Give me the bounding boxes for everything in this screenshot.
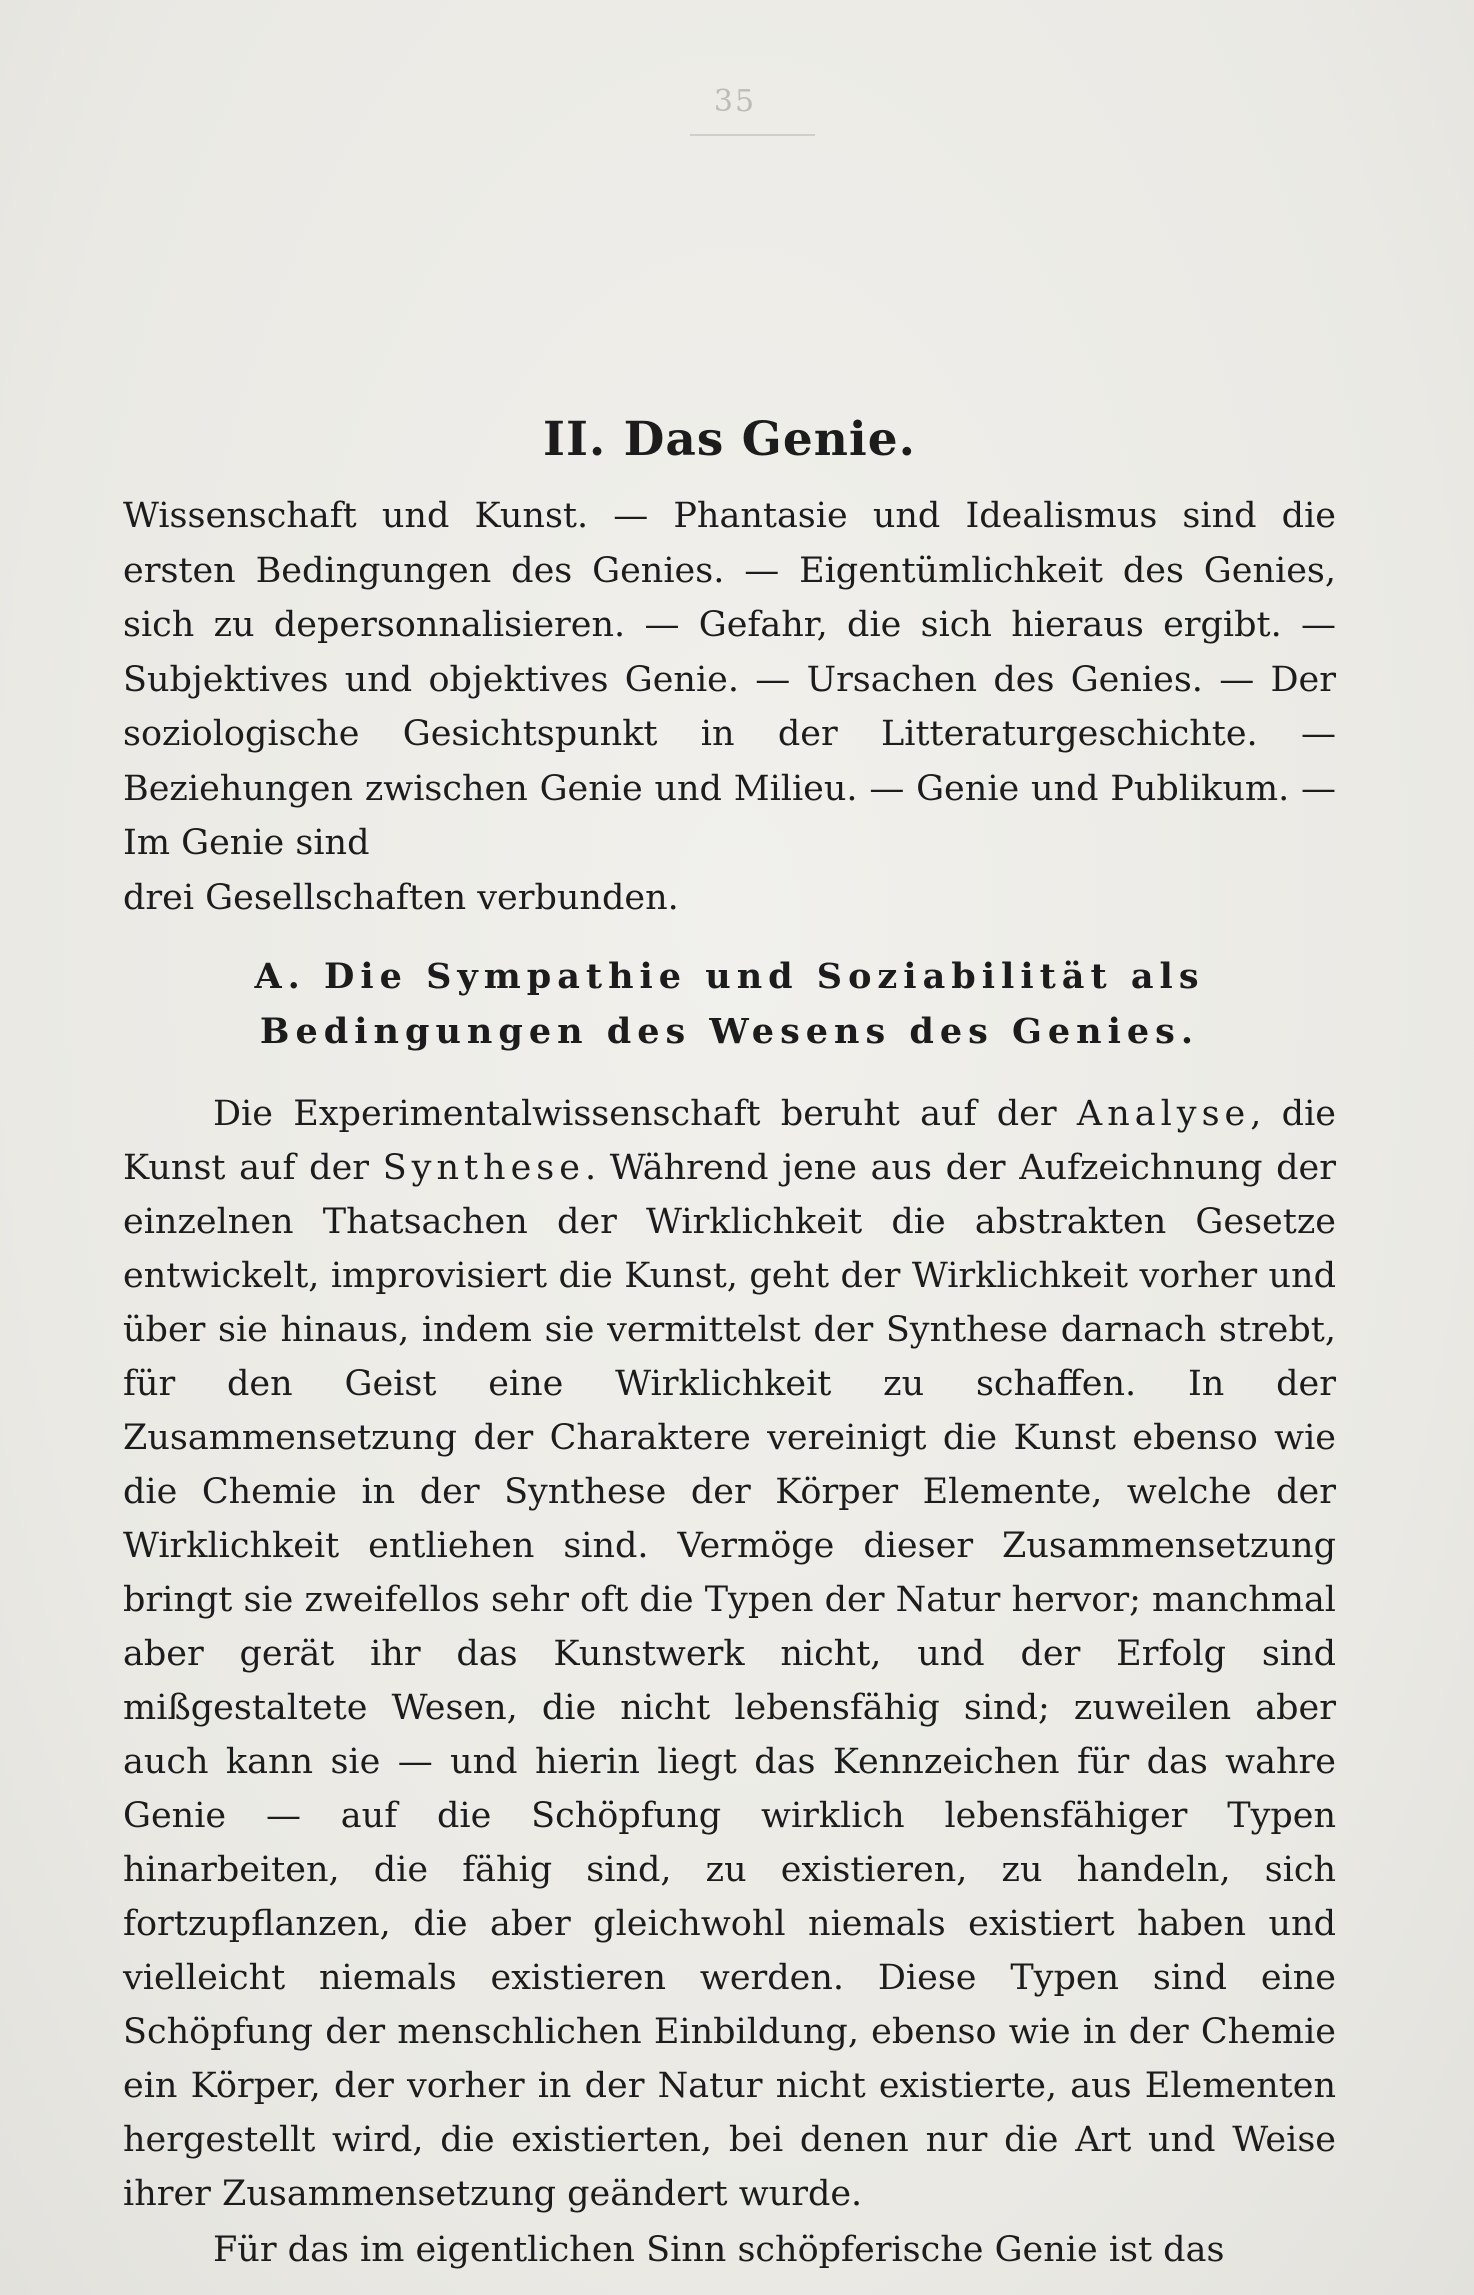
paragraph-2: Für das im eigentlichen Sinn schöpferische Genie ist das <box>213 2230 1225 2270</box>
synthese-emphasis: Synthese <box>382 1148 585 1188</box>
page-number: 35 <box>713 84 757 119</box>
synopsis-text: Wissenschaft und Kunst. — Phantasie und Idealismus sind die ersten Bedingungen des Genies. — Eigentümlichkeit des Genies, sich zu depersonnalisieren. — Gefahr, die sich hieraus ergibt. — Subjektives und objektives Genie. — Ursachen des Genies. — Der soziologische Gesichtspunkt in der Litteraturgeschichte. — Beziehungen zwischen Genie und Milieu. — Genie und Publikum. — Im Genie sind <box>123 496 1336 863</box>
chapter-synopsis-last-line: drei Gesellschaften verbunden. <box>123 877 679 918</box>
chapter-synopsis <box>123 489 1336 871</box>
page-number-rule <box>690 134 815 136</box>
paragraph-1-part-c: , die Kunst auf der <box>123 1094 1336 1188</box>
section-heading-text: Die Sympathie und Soziabilität als Bedingungen des Wesens des Genies. <box>259 956 1205 1052</box>
text-column <box>123 405 1336 2277</box>
paragraph-1-part-e: . Während jene aus der Aufzeichnung der einzelnen Thatsachen der Wirklichkeit die abstrakten Gesetze entwickelt, improvisiert die Kunst, geht der Wirklichkeit vorher und über sie hinaus, indem sie vermittelst der Synthese darnach strebt, für den Geist eine Wirklichkeit zu schaffen. In der Zusammensetzung der Charaktere vereinigt die Kunst ebenso wie die Chemie in der Synthese der Körper Elemente, welche der Wirklichkeit entliehen sind. Vermöge dieser Zusammensetzung bringt sie zweifellos sehr oft die Typen der Natur hervor; manchmal aber gerät ihr das Kunstwerk nicht, und der Erfolg sind mißgestaltete Wesen, die nicht lebensfähig sind; zuweilen aber auch kann sie — und hierin liegt das Kennzeichen für das wahre Genie — auf die Schöpfung wirklich lebensfähiger Typen hinarbeiten, die fähig sind, zu existieren, zu handeln, sich fortzupflanzen, die aber gleichwohl niemals existiert haben und vielleicht niemals existieren werden. Diese Typen sind eine Schöpfung der menschlichen Einbildung, ebenso wie in der Chemie ein Körper, der vorher in der Natur nicht existierte, aus Elementen hergestellt wird, die existierten, bei denen nur die Art und Weise ihrer Zusammensetzung geändert wurde. <box>123 1148 1337 2214</box>
section-label: A. <box>254 956 306 997</box>
paragraph-1 <box>123 1087 1336 2221</box>
section-heading <box>123 949 1336 1059</box>
paragraph-1-part-a: Die Experimentalwissenschaft beruht auf der <box>213 1094 1077 1134</box>
analyse-emphasis: Analyse <box>1076 1094 1251 1134</box>
chapter-title: II. Das Genie. <box>542 412 917 467</box>
